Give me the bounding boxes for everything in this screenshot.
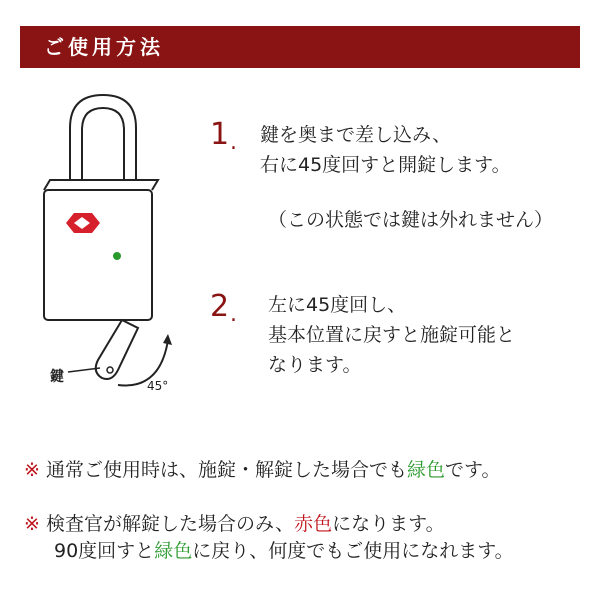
note-2 [24,509,445,539]
note-mark: ※ [24,459,40,481]
note-2b-green: 緑色 [154,540,193,562]
step-2-dot: . [230,302,237,327]
step-1-dot: . [230,130,237,155]
step-1-line-1: 鍵を奥まで差し込み、 [260,124,452,146]
note-2b-text: 90度回すと [54,540,155,562]
lock-body-side [44,180,158,190]
key-label: 鍵 [50,369,64,385]
note-2b-end: に戻り、何度でもご使用になれます。 [192,540,514,562]
note-2-text: 検査官が解錠した場合のみ、 [45,513,295,535]
step-1-text [260,120,511,180]
note-1 [24,455,500,485]
step-1-line-2: 右に45度回すと開錠します。 [260,154,511,176]
lock-body [44,190,152,320]
note-2-end: になります。 [332,513,445,535]
step-2-number: 2 [210,289,230,324]
note-2-line-2 [54,536,514,566]
step-2-line-2: 基本位置に戻すと施錠可能と [268,324,516,346]
shackle [70,95,136,190]
note-1-end: です。 [445,459,501,481]
step-1-note: （この状態では鍵は外れません） [268,209,554,231]
step-2-text [268,290,515,380]
section-title: ご使用方法 [44,35,164,59]
note-1-green: 緑色 [406,459,445,481]
angle-label: 45° [147,379,169,393]
step-2-line-1: 左に45度回し、 [268,294,407,316]
key-icon [96,320,138,379]
step-2-line-3: なります。 [268,354,362,376]
note-mark: ※ [24,513,40,535]
step-1-number: 1 [210,117,230,152]
note-2-red: 赤色 [294,513,333,535]
indicator-light [113,252,121,260]
note-1-text: 通常ご使用時は、施錠・解錠した場合でも [45,459,407,481]
